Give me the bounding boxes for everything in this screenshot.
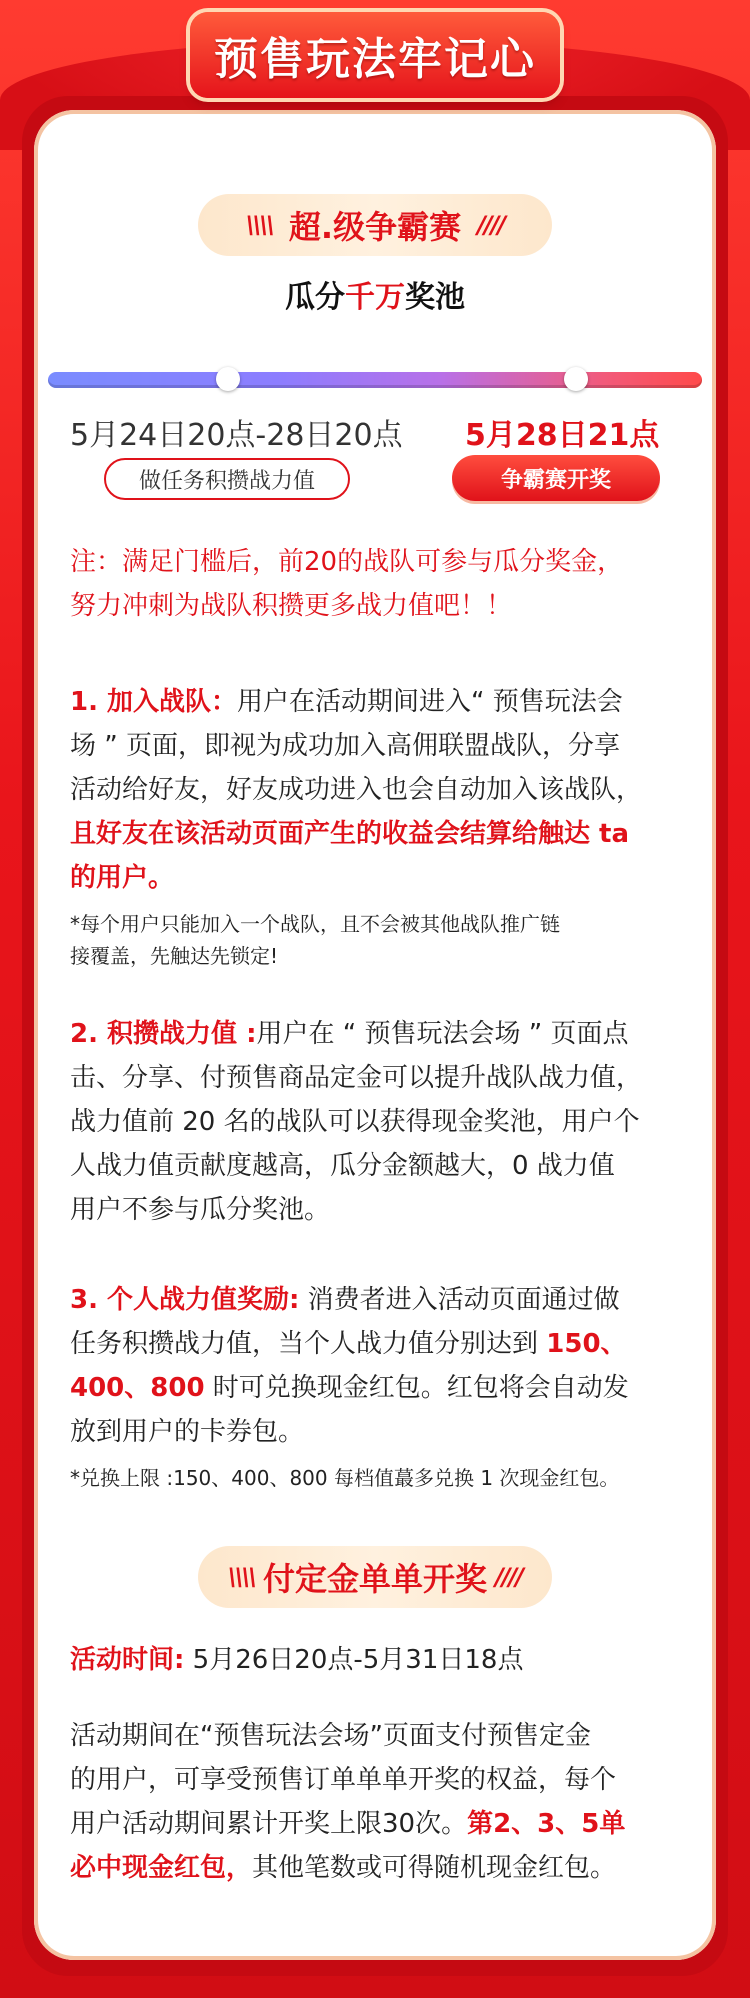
- rule2-text-e: 用户不参与瓜分奖池。: [70, 1195, 331, 1225]
- activity-time-value: 5月26日20点-5月31日18点: [184, 1645, 524, 1675]
- rule2-text-d: 人战力值贡献度越高，瓜分金额越大，0 战力值: [70, 1151, 615, 1181]
- rule3-text-c-post: 时可兑换现金红包。红包将会自动发: [204, 1373, 629, 1403]
- activity-time: [70, 1638, 680, 1682]
- decor-slashes-right-2: ////: [495, 1563, 523, 1591]
- title-plaque: [190, 12, 560, 98]
- rule3-text-d: 放到用户的卡券包。: [70, 1417, 305, 1447]
- page-title: 预售玩法牢记心: [214, 34, 536, 85]
- rule1-text-b: 场 ” 页面，即视为成功加入高佣联盟战队，分享: [70, 731, 620, 761]
- activity-time-label: 活动时间:: [70, 1645, 185, 1675]
- deposit-desc-a: 活动期间在“预售玩法会场”页面支付预售定金: [70, 1721, 591, 1751]
- rule-personal-reward: [70, 1278, 680, 1494]
- contest-draw-button[interactable]: 争霸赛开奖: [452, 455, 660, 501]
- rule3-footnote: *兑换上限 :150、400、800 每档值蕞多兑换 1 次现金红包。: [70, 1466, 620, 1490]
- rule1-text-a: 用户在活动期间进入“ 预售玩法会: [237, 687, 623, 717]
- rule1-footnote-a: *每个用户只能加入一个战队，且不会被其他战队推广链: [70, 912, 560, 936]
- note-text: [70, 540, 680, 628]
- rule2-label: 2. 积攒战力值 :: [70, 1019, 257, 1049]
- rule1-label: 1. 加入战队：: [70, 687, 238, 717]
- rule1-text-red-b: 的用户。: [70, 863, 175, 893]
- deposit-desc-c-hl: 第2、3、5单: [467, 1809, 626, 1839]
- timeline-left-date: 5月24日20点-28日20点: [70, 418, 403, 453]
- note-line-2: 努力冲刺为战队积攒更多战力值吧！！: [70, 591, 513, 621]
- timeline-dot-end: [564, 367, 588, 391]
- subtitle-highlight: 千万: [345, 280, 405, 315]
- decor-slashes-left: \\\\: [245, 211, 273, 239]
- rule2-text-a: 用户在 “ 预售玩法会场 ” 页面点: [256, 1019, 629, 1049]
- section-title-deposit: 付定金单单开奖: [262, 1560, 487, 1598]
- timeline-progress-bar: [48, 372, 702, 388]
- rule1-text-red-a: 且好友在该活动页面产生的收益会结算给触达 ta: [70, 819, 630, 849]
- rule3-text-b-hl: 150、: [546, 1329, 627, 1359]
- task-accumulate-button[interactable]: 做任务积攒战力值: [104, 458, 350, 500]
- rule-accumulate-power: [70, 1012, 680, 1232]
- rule3-text-c-hl: 400、800: [70, 1373, 205, 1403]
- subtitle-post: 奖池: [405, 280, 465, 315]
- subtitle-pre: 瓜分: [285, 280, 345, 315]
- rule1-footnote-b: 接覆盖，先触达先锁定!: [70, 944, 279, 968]
- rule2-text-c: 战力值前 20 名的战队可以获得现金奖池，用户个: [70, 1107, 640, 1137]
- section-header-deposit: [198, 1546, 552, 1608]
- rule3-text-a: 消费者进入活动页面通过做: [299, 1285, 620, 1315]
- deposit-desc-d-post: 其他笔数或可得随机现金红包。: [252, 1853, 617, 1883]
- rule1-text-c: 活动给好友，好友成功进入也会自动加入该战队，: [70, 775, 643, 805]
- deposit-desc-b: 的用户，可享受预售订单单单开奖的权益，每个: [70, 1765, 617, 1795]
- deposit-desc-c-pre: 用户活动期间累计开奖上限30次。: [70, 1809, 468, 1839]
- rule3-label: 3. 个人战力值奖励:: [70, 1285, 300, 1315]
- rule2-text-b: 击、分享、付预售商品定金可以提升战队战力值，: [70, 1063, 643, 1093]
- rule-join-team: [70, 680, 680, 972]
- note-line-1: 注：满足门槛后，前20的战队可参与瓜分奖金，: [70, 547, 624, 577]
- decor-slashes-left-2: \\\\: [227, 1563, 255, 1591]
- section-subtitle: [0, 272, 750, 316]
- section-title-contest: 超.级争霸赛: [288, 208, 462, 246]
- decor-slashes-right: ////: [477, 211, 505, 239]
- timeline-right-date: 5月28日21点: [465, 418, 660, 453]
- section-header-contest: [198, 194, 552, 256]
- timeline-dot-start: [216, 367, 240, 391]
- deposit-desc-d-hl: 必中现金红包，: [70, 1853, 253, 1883]
- deposit-description: [70, 1714, 680, 1890]
- rule3-text-b-pre: 任务积攒战力值，当个人战力值分别达到: [70, 1329, 547, 1359]
